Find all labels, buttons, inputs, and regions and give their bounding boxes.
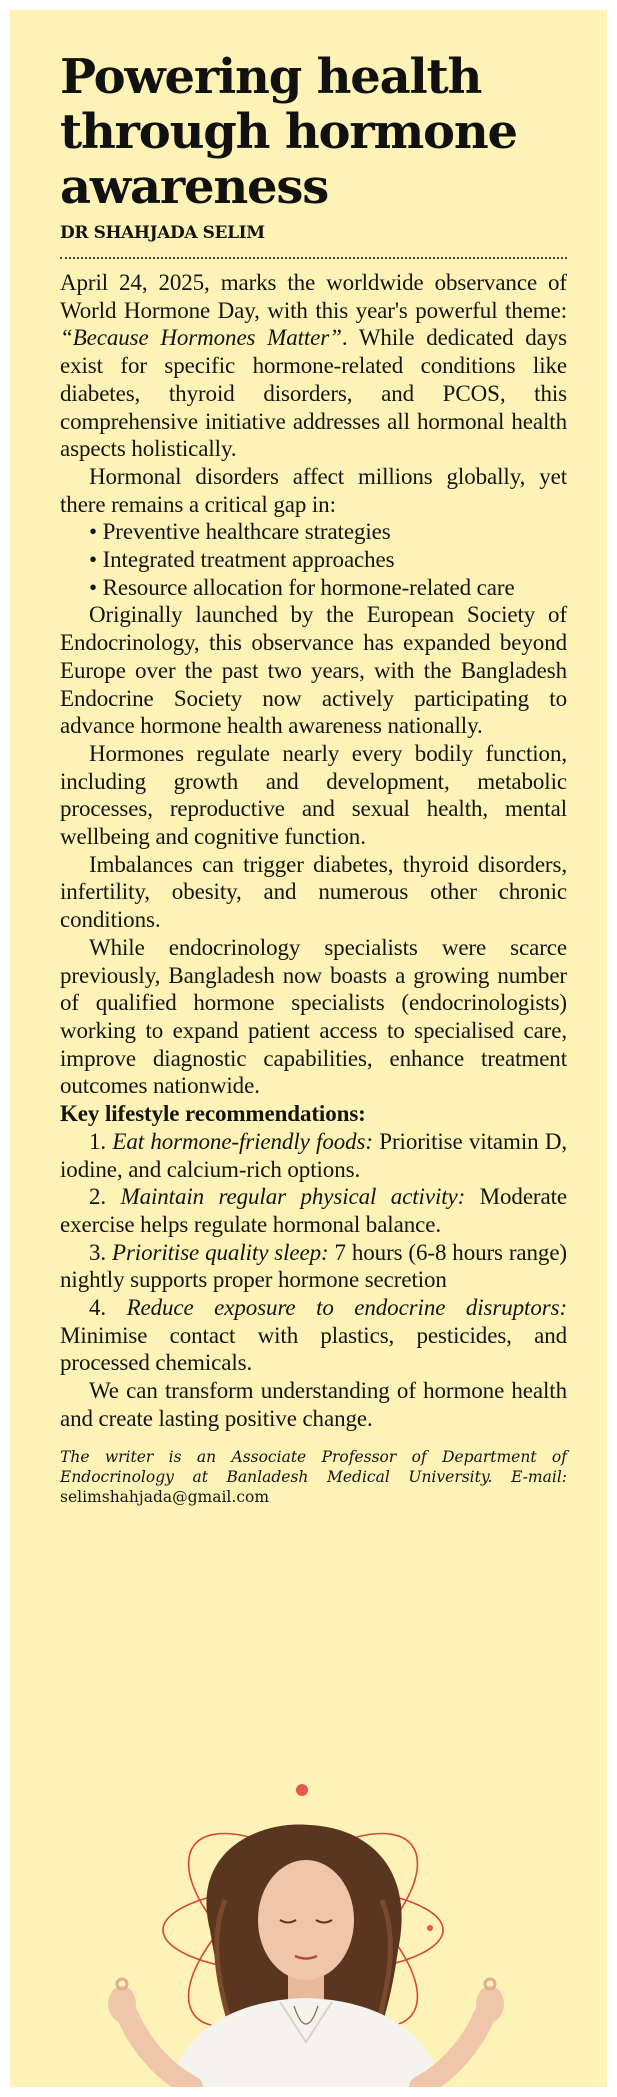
recommendation-item bbox=[60, 1128, 567, 1183]
article-column bbox=[60, 50, 567, 1507]
paragraph-specialists: While endocrinology specialists were scarce previously, Bangladesh now boasts a growing number of qualified hormone specialists (endocrinologists) working to expand patient access to specialised care, improve diagnostic capabilities, enhance treatment outcomes nationwide. bbox=[60, 934, 567, 1099]
recommendation-text: Minimise contact with plastics, pesticides, and processed chemicals. bbox=[60, 1322, 567, 1376]
paragraph-text: . While dedicated days exist for specific hormone-related conditions like diabetes, thyroid disorders, and PCOS, this comprehensive initiative addresses all hormonal health aspects holistically. bbox=[60, 325, 567, 462]
dotted-divider bbox=[60, 257, 567, 259]
recommendation-text: Moderate exercise helps regulate hormonal balance. bbox=[60, 1184, 567, 1237]
recommendation-item bbox=[60, 1183, 567, 1238]
paragraph-hormones: Hormones regulate nearly every bodily function, including growth and development, metabolic processes, reproductive and sexual health, mental wellbeing and cognitive function. bbox=[60, 740, 567, 850]
article-page bbox=[10, 10, 607, 2087]
bullet-item: • Preventive healthcare strategies bbox=[89, 519, 391, 545]
bullet-item: • Resource allocation for hormone-related care bbox=[89, 574, 515, 600]
face bbox=[258, 1860, 354, 1980]
recommendation-term: Maintain regular physical activity: bbox=[120, 1184, 466, 1210]
bullet-item: • Integrated treatment approaches bbox=[89, 547, 395, 573]
list-number: 2. bbox=[89, 1184, 121, 1210]
article-title: Powering health through hormone awareness bbox=[60, 49, 517, 215]
paragraph-closing: We can transform understanding of hormone health and create lasting positive change. bbox=[60, 1378, 567, 1431]
orbit-particle bbox=[296, 1784, 308, 1796]
recommendation-item bbox=[60, 1239, 567, 1294]
theme-text: “Because Hormones Matter” bbox=[60, 325, 342, 351]
list-number: 4. bbox=[89, 1295, 127, 1321]
article-body bbox=[60, 269, 567, 1433]
orbit-particle bbox=[427, 1925, 433, 1931]
author-email: selimshahjada@gmail.com bbox=[60, 1487, 270, 1506]
mudra-gesture bbox=[485, 1979, 495, 1989]
paragraph-gap: Hormonal disorders affect millions globally, yet there remains a critical gap in: bbox=[60, 463, 567, 517]
right-arm bbox=[420, 2016, 484, 2087]
recommendation-term: Reduce exposure to endocrine disruptors: bbox=[126, 1295, 568, 1321]
paragraph-intro bbox=[60, 269, 567, 463]
recommendation-item bbox=[60, 1294, 567, 1377]
right-hand bbox=[476, 1986, 504, 2022]
article-byline: DR SHAHJADA SELIM bbox=[60, 223, 265, 243]
woman-meditating-with-hormone-orbits-illustration bbox=[10, 1780, 607, 2087]
author-note-text: The writer is an Associate Professor of Department of Endocrinology at Banladesh Medical University. E-mail: bbox=[60, 1447, 567, 1486]
left-arm bbox=[128, 2016, 192, 2087]
recommendation-text: 7 hours (6-8 hours range) nightly supports proper hormone secretion bbox=[60, 1239, 567, 1293]
recommendation-term: Prioritise quality sleep: bbox=[112, 1239, 329, 1265]
author-note bbox=[60, 1447, 567, 1507]
list-number: 1. bbox=[89, 1128, 113, 1154]
recommendations-heading: Key lifestyle recommendations: bbox=[60, 1101, 366, 1127]
paragraph-imbalances: Imbalances can trigger diabetes, thyroid disorders, infertility, obesity, and numerous other chronic conditions. bbox=[60, 851, 567, 933]
paragraph-text: April 24, 2025, marks the worldwide observance of World Hormone Day, with this year's powerful theme: bbox=[60, 270, 567, 323]
recommendation-term: Eat hormone-friendly foods: bbox=[112, 1128, 373, 1154]
paragraph-origin: Originally launched by the European Society of Endocrinology, this observance has expanded beyond Europe over the past two years, with the Bangladesh Endocrine Society now actively participating to advance hormone health awareness nationally. bbox=[60, 602, 567, 739]
left-hand bbox=[108, 1986, 136, 2022]
list-number: 3. bbox=[89, 1239, 112, 1265]
mudra-gesture bbox=[117, 1979, 127, 1989]
recommendation-text: Prioritise vitamin D, iodine, and calcium-rich options. bbox=[60, 1128, 567, 1182]
